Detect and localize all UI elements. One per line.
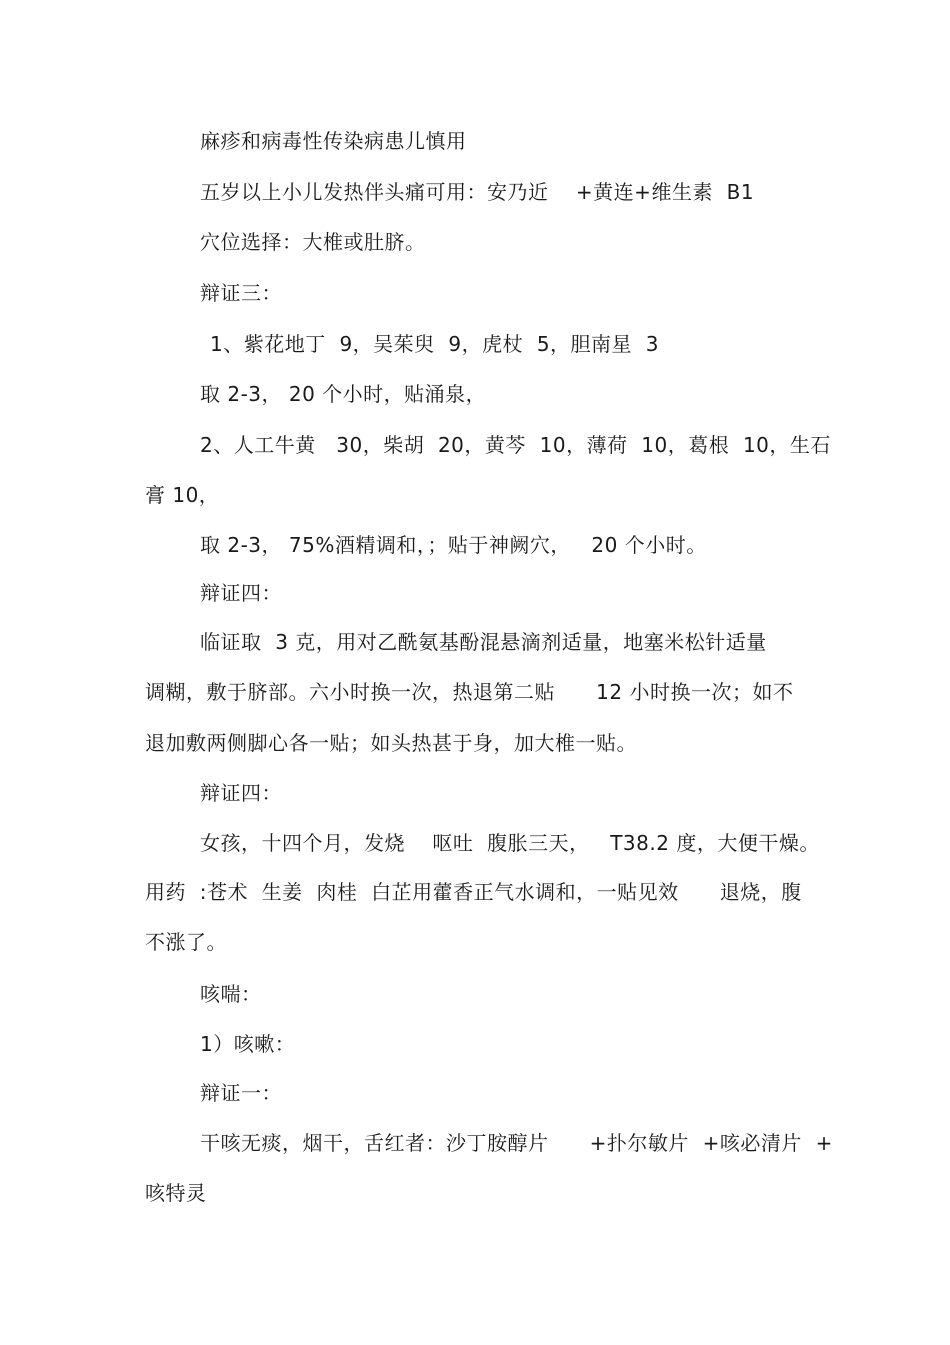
text-line-dry-cough-1: 干咳无痰，烟干，舌红者：沙丁胺醇片 +扑尔敏片 +咳必清片 + xyxy=(200,1131,833,1155)
text-line-contraindication: 麻疹和病毒性传染病患儿慎用 xyxy=(200,129,467,153)
section-heading-syndrome-4a: 辩证四： xyxy=(200,581,282,605)
text-line-case-2: 用药 :苍术 生姜 肉桂 白芷用藿香正气水调和，一贴见效 退烧，腹 xyxy=(145,880,802,904)
text-line-case-3: 不涨了。 xyxy=(145,930,227,954)
text-line-dry-cough-2: 咳特灵 xyxy=(145,1181,207,1205)
text-line-clinical-2: 调糊，敷于脐部。六小时换一次，热退第二贴 12 小时换一次；如不 xyxy=(145,680,794,704)
text-line-acupoint: 穴位选择：大椎或肚脐。 xyxy=(200,230,426,254)
section-heading-syndrome-1: 辩证一： xyxy=(200,1081,282,1105)
section-heading-cough-asthma: 咳喘： xyxy=(200,982,262,1006)
text-line-prescription-2: 2、人工牛黄 30，柴胡 20，黄芩 10，薄荷 10，葛根 10，生石 xyxy=(200,433,831,457)
text-line-prescription-2-cont: 膏 10， xyxy=(145,483,220,507)
section-heading-syndrome-3: 辩证三： xyxy=(200,281,282,305)
text-line-usage-2: 取 2-3， 75%酒精调和，；贴于神阙穴， 20 个小时。 xyxy=(200,533,707,557)
text-line-case-1: 女孩，十四个月，发烧 呕吐 腹胀三天， T38.2 度，大便干燥。 xyxy=(200,831,820,855)
subsection-heading-cough: 1）咳嗽： xyxy=(200,1032,296,1056)
text-line-usage-1: 取 2-3， 20 个小时，贴涌泉， xyxy=(200,382,487,406)
text-line-prescription-1: 1、紫花地丁 9，吴茱臾 9，虎杖 5，胆南星 3 xyxy=(210,332,659,356)
text-line-clinical-1: 临证取 3 克，用对乙酰氨基酚混悬滴剂适量，地塞米松针适量 xyxy=(200,630,767,654)
section-heading-syndrome-4b: 辩证四： xyxy=(200,781,282,805)
text-line-clinical-3: 退加敷两侧脚心各一贴；如头热甚于身，加大椎一贴。 xyxy=(145,731,637,755)
text-line-headache-remedy: 五岁以上小儿发热伴头痛可用：安乃近 +黄连+维生素 B1 xyxy=(200,180,755,204)
